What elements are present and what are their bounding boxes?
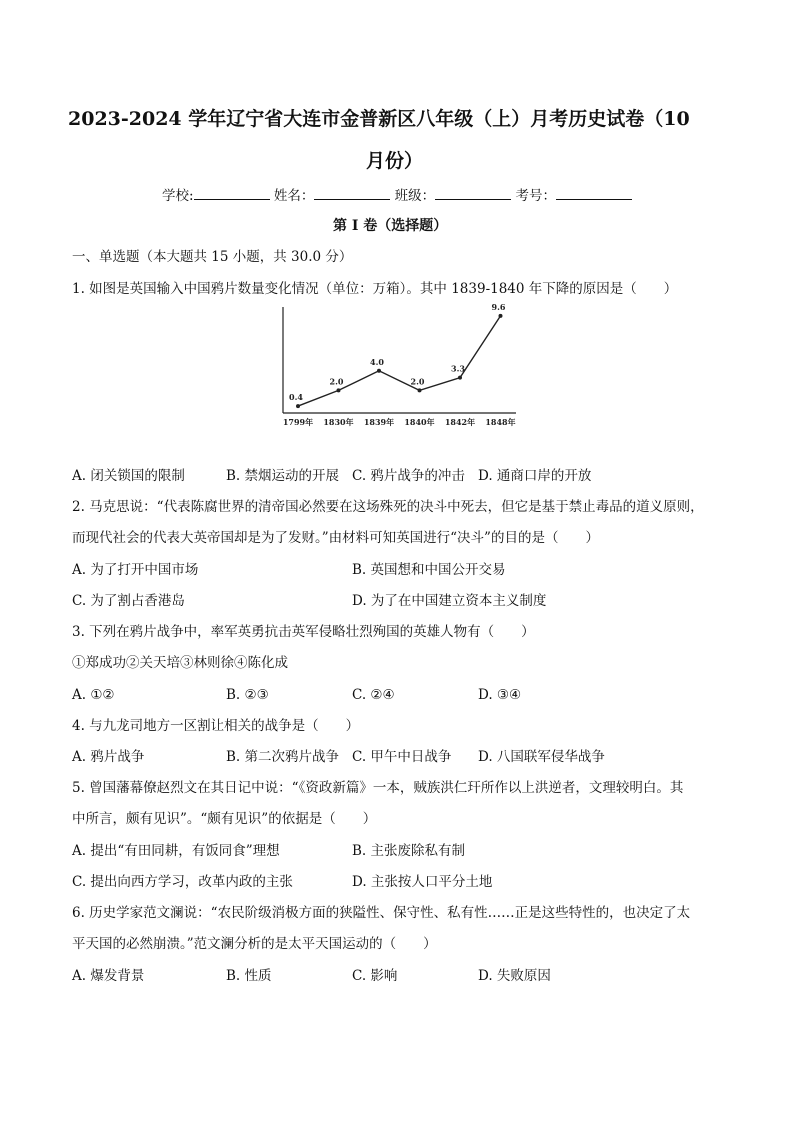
- question-1-option-b[interactable]: B. 禁烟运动的开展: [226, 468, 340, 484]
- question-3-items: ①郑成功②关天培③林则徐④陈化成: [72, 655, 288, 671]
- question-3-option-c[interactable]: C. ②④: [352, 687, 395, 703]
- name-field[interactable]: [314, 186, 390, 200]
- question-6-stem-line1: 6. 历史学家范文澜说：“农民阶级消极方面的狭隘性、保守性、私有性……正是这些特性的，也决定了太: [72, 905, 691, 921]
- question-6-option-b[interactable]: B. 性质: [226, 968, 272, 984]
- question-3-option-d[interactable]: D. ③④: [478, 687, 522, 703]
- data-label: 4.0: [370, 356, 384, 367]
- x-tick-label: 1842年: [444, 417, 476, 427]
- question-2-stem-line2: 而现代社会的代表大英帝国却是为了发财。”由材料可知英国进行“决斗”的目的是（ ）: [72, 530, 599, 546]
- name-label: 姓名：: [273, 188, 315, 204]
- school-label: 学校:: [162, 188, 194, 204]
- question-4-option-a[interactable]: A. 鸦片战争: [72, 749, 145, 765]
- class-label: 班级：: [394, 188, 436, 204]
- school-field[interactable]: [194, 186, 270, 200]
- question-4-option-c[interactable]: C. 甲午中日战争: [352, 749, 452, 765]
- x-tick-label: 1839年: [363, 417, 395, 427]
- class-field[interactable]: [435, 186, 511, 200]
- question-3-option-a[interactable]: A. ①②: [72, 687, 115, 703]
- question-5-option-a[interactable]: A. 提出“有田同耕，有饭同食”理想: [72, 843, 280, 859]
- question-6-option-a[interactable]: A. 爆发背景: [72, 968, 145, 984]
- question-2-option-b[interactable]: B. 英国想和中国公开交易: [352, 562, 506, 578]
- data-point: [499, 314, 503, 318]
- question-6-option-c[interactable]: C. 影响: [352, 968, 398, 984]
- question-4-option-d[interactable]: D. 八国联军侵华战争: [478, 749, 605, 765]
- exam-number-field[interactable]: [556, 186, 632, 200]
- question-2-option-c[interactable]: C. 为了割占香港岛: [72, 593, 185, 609]
- question-3-option-b[interactable]: B. ②③: [226, 687, 269, 703]
- question-3-stem: 3. 下列在鸦片战争中，率军英勇抗击英军侵略壮烈殉国的英雄人物有（ ）: [72, 624, 535, 640]
- student-info-row: [162, 186, 632, 205]
- x-tick-label: 1830年: [323, 417, 354, 427]
- question-1-option-a[interactable]: A. 闭关锁国的限制: [72, 468, 185, 484]
- data-point: [458, 376, 462, 380]
- data-point: [418, 388, 422, 392]
- data-label: 9.6: [491, 303, 506, 312]
- question-1-stem: 1. 如图是英国输入中国鸦片数量变化情况（单位：万箱）。其中 1839-1840 年下降的原因是（ ）: [72, 281, 678, 297]
- question-1-option-d[interactable]: D. 通商口岸的开放: [478, 468, 592, 484]
- data-point: [337, 388, 341, 392]
- data-label: 2.0: [329, 376, 344, 387]
- data-point: [296, 404, 300, 408]
- section-title: 一、单选题（本大题共 15 小题，共 30.0 分）: [72, 249, 353, 265]
- question-2-option-d[interactable]: D. 为了在中国建立资本主义制度: [352, 593, 547, 609]
- question-4-option-b[interactable]: B. 第二次鸦片战争: [226, 749, 340, 765]
- question-5-stem-line1: 5. 曾国藩幕僚赵烈文在其日记中说：“《资政新篇》一本，贼族洪仁玕所作以上洪逆者，文理较明白。其: [72, 780, 684, 796]
- x-tick-label: 1799年: [282, 417, 314, 427]
- data-label: 2.0: [410, 376, 425, 387]
- question-6-option-d[interactable]: D. 失败原因: [478, 968, 551, 984]
- x-tick-label: 1848年: [485, 417, 516, 427]
- data-point: [377, 369, 381, 373]
- x-tick-label: 1840年: [404, 417, 435, 427]
- question-1-option-c[interactable]: C. 鸦片战争的冲击: [352, 468, 465, 484]
- question-4-stem: 4. 与九龙司地方一区割让相关的战争是（ ）: [72, 718, 360, 734]
- opium-import-chart: [270, 303, 530, 433]
- question-5-stem-line2: 中所言，颇有见识”。“颇有见识”的依据是（ ）: [72, 811, 377, 827]
- volume-title: 第 I 卷（选择题）: [333, 218, 448, 234]
- series-line: [298, 316, 501, 406]
- data-label: 0.4: [289, 392, 303, 403]
- question-5-option-c[interactable]: C. 提出向西方学习，改革内政的主张: [72, 874, 293, 890]
- question-2-stem-line1: 2. 马克思说：“代表陈腐世界的清帝国必然要在这场殊死的决斗中死去，但它是基于禁止毒品的道义原则，: [72, 499, 704, 515]
- exam-title-line2: 月份）: [366, 150, 424, 172]
- data-label: 3.3: [451, 363, 465, 374]
- question-6-stem-line2: 平天国的必然崩溃。”范文澜分析的是太平天国运动的（ ）: [72, 936, 437, 952]
- question-5-option-b[interactable]: B. 主张废除私有制: [352, 843, 466, 859]
- exam-title-line1: 2023-2024 学年辽宁省大连市金普新区八年级（上）月考历史试卷（10: [68, 108, 690, 130]
- exam-number-label: 考号：: [515, 188, 556, 204]
- question-2-option-a[interactable]: A. 为了打开中国市场: [72, 562, 199, 578]
- question-5-option-d[interactable]: D. 主张按人口平分土地: [352, 874, 493, 890]
